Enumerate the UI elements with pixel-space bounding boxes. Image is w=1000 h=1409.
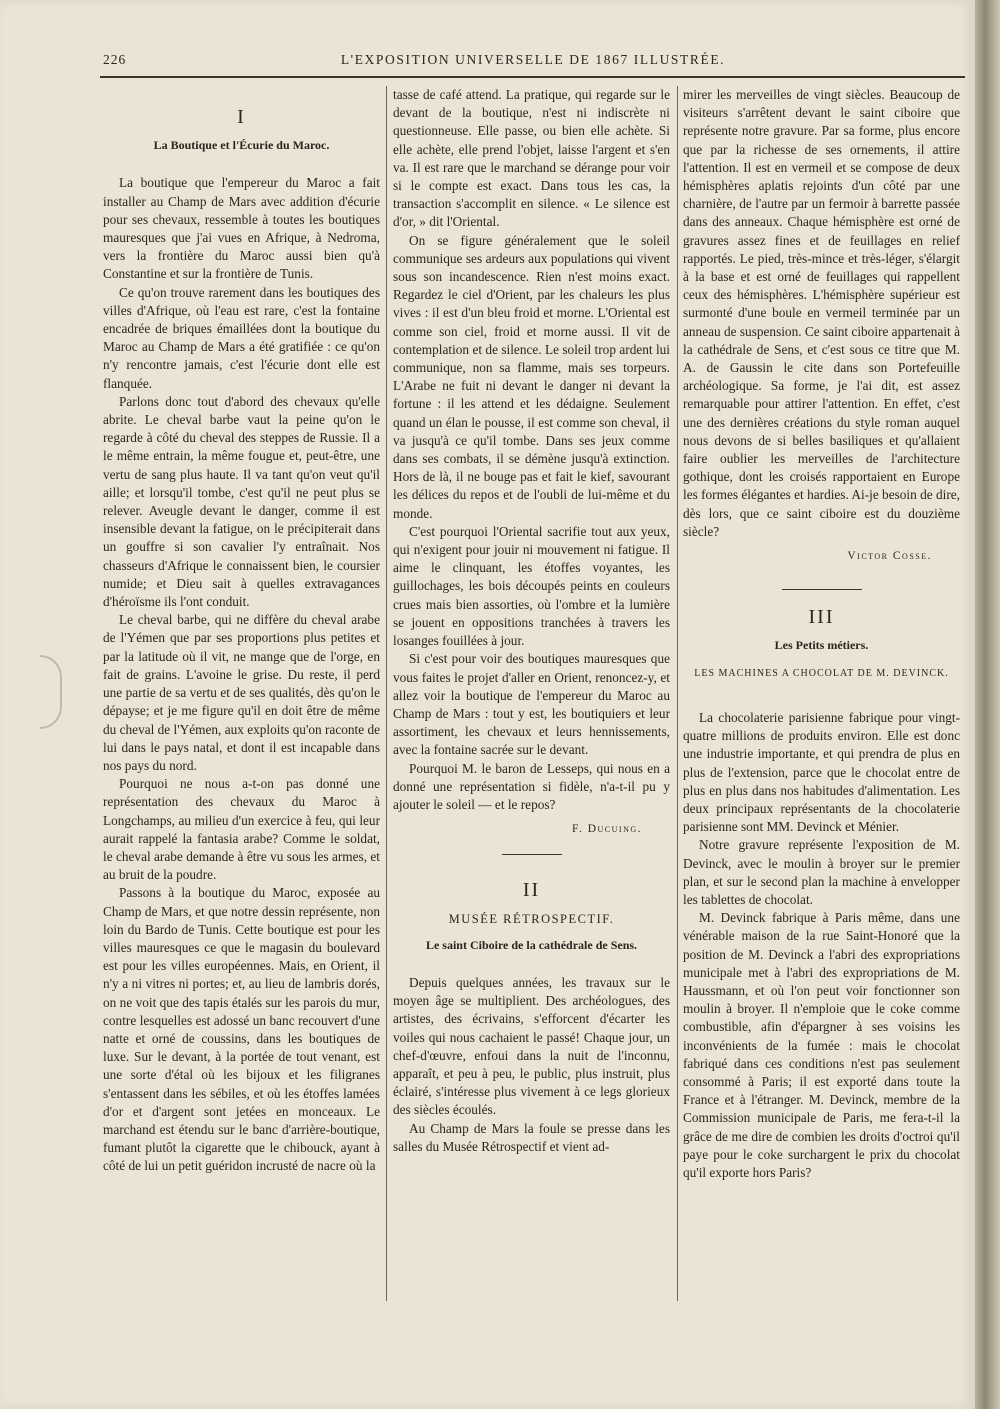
section-divider — [502, 854, 562, 855]
section-1-title: La Boutique et l'Écurie du Maroc. — [153, 138, 330, 153]
section-2-title: Le saint Ciboire de la cathédrale de Sens. — [425, 937, 638, 952]
page-edge — [975, 0, 1000, 1409]
paragraph: On se figure généralement que le soleil communique ses ardeurs aux populations qui vivent sous son incandescence. Rien n'est moins exact. Regardez le ciel d'Orient, par les chaleurs les plus vives : il est d'un bleu froid et morne. L'Oriental est comme son ciel, froid et morne aussi. Il vit de contemplation et de silence. Le soleil trop ardent lui communique, non sa flamme, mais ses torpeurs. L'Arabe ne fuit ni devant le danger ni devant la fortune : il les attend et les dédaigne. Seulement quand un élan le pousse, il est comme son cheval, il va jusqu'à ce qu'il tombe. Dans ses jeux comme dans ses combats, il se démène jusqu'à extinction. Hors de là, il ne bouge pas et fait le kief, savourant les délices du repos et de l'oubli de lui-même et du monde. — [393, 232, 670, 521]
paragraph: Pourquoi M. le baron de Lesseps, qui nous en a donné une représentation si fidèle, n'a-t-il pu y ajouter le soleil — et le repos? — [393, 760, 670, 812]
column-divider-1 — [386, 86, 387, 1301]
page-header — [103, 50, 963, 76]
paragraph: tasse de café attend. La pratique, qui regarde sur le devant de la boutique, n'est ni indiscrète ni questionneuse. Elle passe, ou bien elle achète. Si elle achète, elle prend l'objet, laisse l'argent et s'en va. Il est rare que le marchand se dérange pour voir si le compte est exact. Dans tous les cas, la transaction s'accomplit en silence. « Le silence est d'or, » dit l'Oriental. — [393, 87, 670, 230]
section-2-numeral: II — [522, 879, 541, 902]
section-divider — [782, 589, 862, 590]
column-3 — [683, 86, 960, 1301]
running-title: L'EXPOSITION UNIVERSELLE DE 1867 ILLUSTRÉE. — [340, 52, 726, 67]
header-rule — [100, 76, 965, 78]
paragraph: La chocolaterie parisienne fabrique pour vingt-quatre millions de produits environ. Elle est donc une industrie importante, et qui prendra de plus en plus de l'extension, parce que le chocolat entre de plus en plus dans nos habitudes d'alimentation. Les deux principaux représentants de la chocolaterie parisienne sont MM. Devinck et Ménier. — [683, 709, 960, 835]
paragraph: Depuis quelques années, les travaux sur le moyen âge se multiplient. Des archéologues, des artistes, des écrivains, s'efforcent d'écarter les voiles qui nous cachaient le passé! Chaque jour, un chef-d'œuvre, enfoui dans la nuit de l'inconnu, apparaît, et peu à peu, le public, plus instruit, plus éclairé, s'intéresse plus vivement à ce legs glorieux des siècles écoulés. — [393, 974, 670, 1118]
binding-clip-mark — [40, 655, 62, 729]
paragraph: Passons à la boutique du Maroc, exposée au Champ de Mars, et que notre dessin représente, non loin du Bardo de Tunis. Cette boutique est pour les villes mauresques ce que le magasin du boulevard est pour les villes européennes. Mais, en Orient, il n'y a ni vitres ni portes; et, au lieu de lambris dorés, on ne voit que des tapis étalés sur les parois du mur, contre lesquelles est adossé un banc recouvert d'une natte et orné de coussins, dans les boutiques de luxe. Sur le devant, à la portée de tout venant, est une sorte d'étal où les bijoux et les filigranes s'entassent dans les sébiles, et où les étoffes lamées d'or et d'argent sont jetées en monceaux. Le marchand est étendu sur le banc d'arrière-boutique, fumant plutôt la cigarette que le chibouck, ayant à côté de lui un petit guéridon incrusté de nacre où la — [103, 885, 380, 1174]
paragraph: M. Devinck fabrique à Paris même, dans une vénérable maison de la rue Saint-Honoré que la position de M. Devinck a l'abri des expropriations municipale met à l'abri des expropriations de M. Haussmann, et où l'on peut voir fonctionner son moulin à broyer. Il n'emploie que le coke comme combustible, afin d'épargner à ses voisins les inconvénients de la fumée : mais le chocolat fabriqué dans ces conditions n'est pas seulement consommé à Paris; il est exporté dans toute la France et à l'étranger. M. Devinck, membre de la Commission municipale de Paris, me fera-t-il la grâce de me dire de combien les droits d'octroi qu'il paye pour le coke surchargent le prix du chocolat qu'il exporte hors Paris? — [683, 910, 960, 1180]
column-divider-2 — [677, 86, 678, 1301]
section-1-numeral: I — [237, 106, 246, 128]
section-3-title: Les Petits métiers. — [774, 638, 869, 653]
column-1 — [103, 86, 380, 1301]
paragraph: Le cheval barbe, qui ne diffère du cheval arabe de l'Yémen que par ses proportions plus petites et par la latitude où il vit, ne mange que de l'orge, en fait de grains. L'avoine le grise. Du reste, il perd une partie de sa vertu et de ses qualités, dès qu'on le dépayse; et je me figure qu'il en doit être de même du cheval de l'Yémen, aux exploits qu'on raconte de lui dans le pays natal, et dont il est incapable dans nos pays du nord. — [103, 612, 380, 773]
column-2 — [393, 86, 670, 1301]
paragraph: Si c'est pour voir des boutiques mauresques que vous faites le projet d'aller en Orient, renoncez-y, et allez voir la boutique de l'empereur du Maroc au Champ de Mars : tout y est, les boutiquiers et leur assortiment, les chevaux et leurs hennissements, avec la fontaine sacrée sur le devant. — [393, 651, 670, 758]
paragraph: mirer les merveilles de vingt siècles. Beaucoup de visiteurs s'arrêtent devant le saint ciboire que représente notre gravure. Par sa forme, plus encore que par la richesse de ses ornements, il attire l'attention. Il est en vermeil et se compose de deux hémisphères aplatis rejoints d'un côté par une charnière, de l'autre par un fermoir à barrette passée dans des anneaux. Chaque hémisphère est orné de gravures assez fines et de feuillages en relief rapportés. Le pied, très-mince et très-léger, s'élargit à la base et est orné de feuillages qui rappellent ceux des hémisphères. L'hémisphère supérieur est surmonté d'une boule en vermeil terminée par un anneau de suspension. Ce saint ciboire appartenait à la cathédrale de Sens, et c'est sous ce titre que M. A. de Gaussin le cite dans son Portefeuille archéologique. Sa forme, je l'ai dit, est assez remarquable pour attirer l'attention. En effet, c'est une des dernières créations du style roman auquel nous devons de si belles basiliques et qu'allaient faire oublier les merveilles de l'architecture gothique, dont les croisés rapportaient en Europe les formes élégantes et hardies. Ai-je besoin de dire, dès lors, que ce saint ciboire est du douzième siècle? — [683, 87, 960, 539]
signature-ducuing: F. Ducuing. — [571, 823, 642, 836]
paragraph: Parlons donc tout d'abord des chevaux qu'elle abrite. Le cheval barbe vaut la peine qu'on le regarde à côté du cheval des steppes de Russie. Il a le même entrain, la même fougue et, peut-être, une vertu de sang plus haute. Il va tant qu'on veut qu'il aille; et lorsqu'il tombe, c'est qu'il ne peut plus se relever. Aveugle devant le danger, comme il est insensible devant la fatigue, on le précipiterait dans un gouffre si son cavalier l'y entraînait. Nos chasseurs d'Afrique le connaissent bien, le coursier numide; et Dieu sait à quelles extravagances d'héroïsme ils l'ont conduit. — [103, 393, 380, 610]
paragraph: Notre gravure représente l'exposition de M. Devinck, avec le moulin à broyer sur le premier plan, et sur le second plan la machine à envelopper les tablettes de chocolat. — [683, 837, 960, 907]
paragraph: La boutique que l'empereur du Maroc a fait installer au Champ de Mars avec addition d'écurie pour ses chevaux, ressemble à toutes les boutiques mauresques que j'ai vues en Afrique, à Nedroma, vers la frontière du Maroc aussi bien qu'à Constantine et sur la frontière de Tunis. — [103, 175, 380, 282]
paragraph: Au Champ de Mars la foule se presse dans les salles du Musée Rétrospectif et vient ad- — [393, 1120, 670, 1154]
paragraph: Ce qu'on trouve rarement dans les boutiques des villes d'Afrique, où l'eau est rare, c'est la fontaine encadrée de briques émaillées dont la boutique du Maroc au Champ de Mars a été gratifiée : ce qu'on n'y rencontre jamais, c'est l'écurie dont elle est flanquée. — [103, 284, 380, 391]
signature-cosse: Victor Cosse. — [847, 550, 932, 563]
section-3-subtitle: LES MACHINES A CHOCOLAT DE M. DEVINCK. — [694, 667, 949, 679]
section-3-numeral: III — [808, 606, 835, 629]
section-2-subtitle: MUSÉE RÉTROSPECTIF. — [448, 911, 615, 926]
paragraph: Pourquoi ne nous a-t-on pas donné une représentation des chevaux du Maroc à Longchamps, au milieu d'un exercice à feu, qui leur aurait rappelé la fantasia arabe? Comme le soldat, le cheval arabe demande à être vu sous les armes, et au bruit de la poudre. — [103, 776, 380, 883]
paragraph: C'est pourquoi l'Oriental sacrifie tout aux yeux, qui n'exigent pour jouir ni mouvement ni fatigue. Il aime le clinquant, les étoffes voyantes, les guillochages, les bois découpés peints en couleurs crues mais bien assorties, où l'ombre et la lumière se jouent en oppositions tranchées à travers les losanges fouillées à jour. — [393, 523, 670, 649]
page-number: 226 — [103, 52, 127, 67]
